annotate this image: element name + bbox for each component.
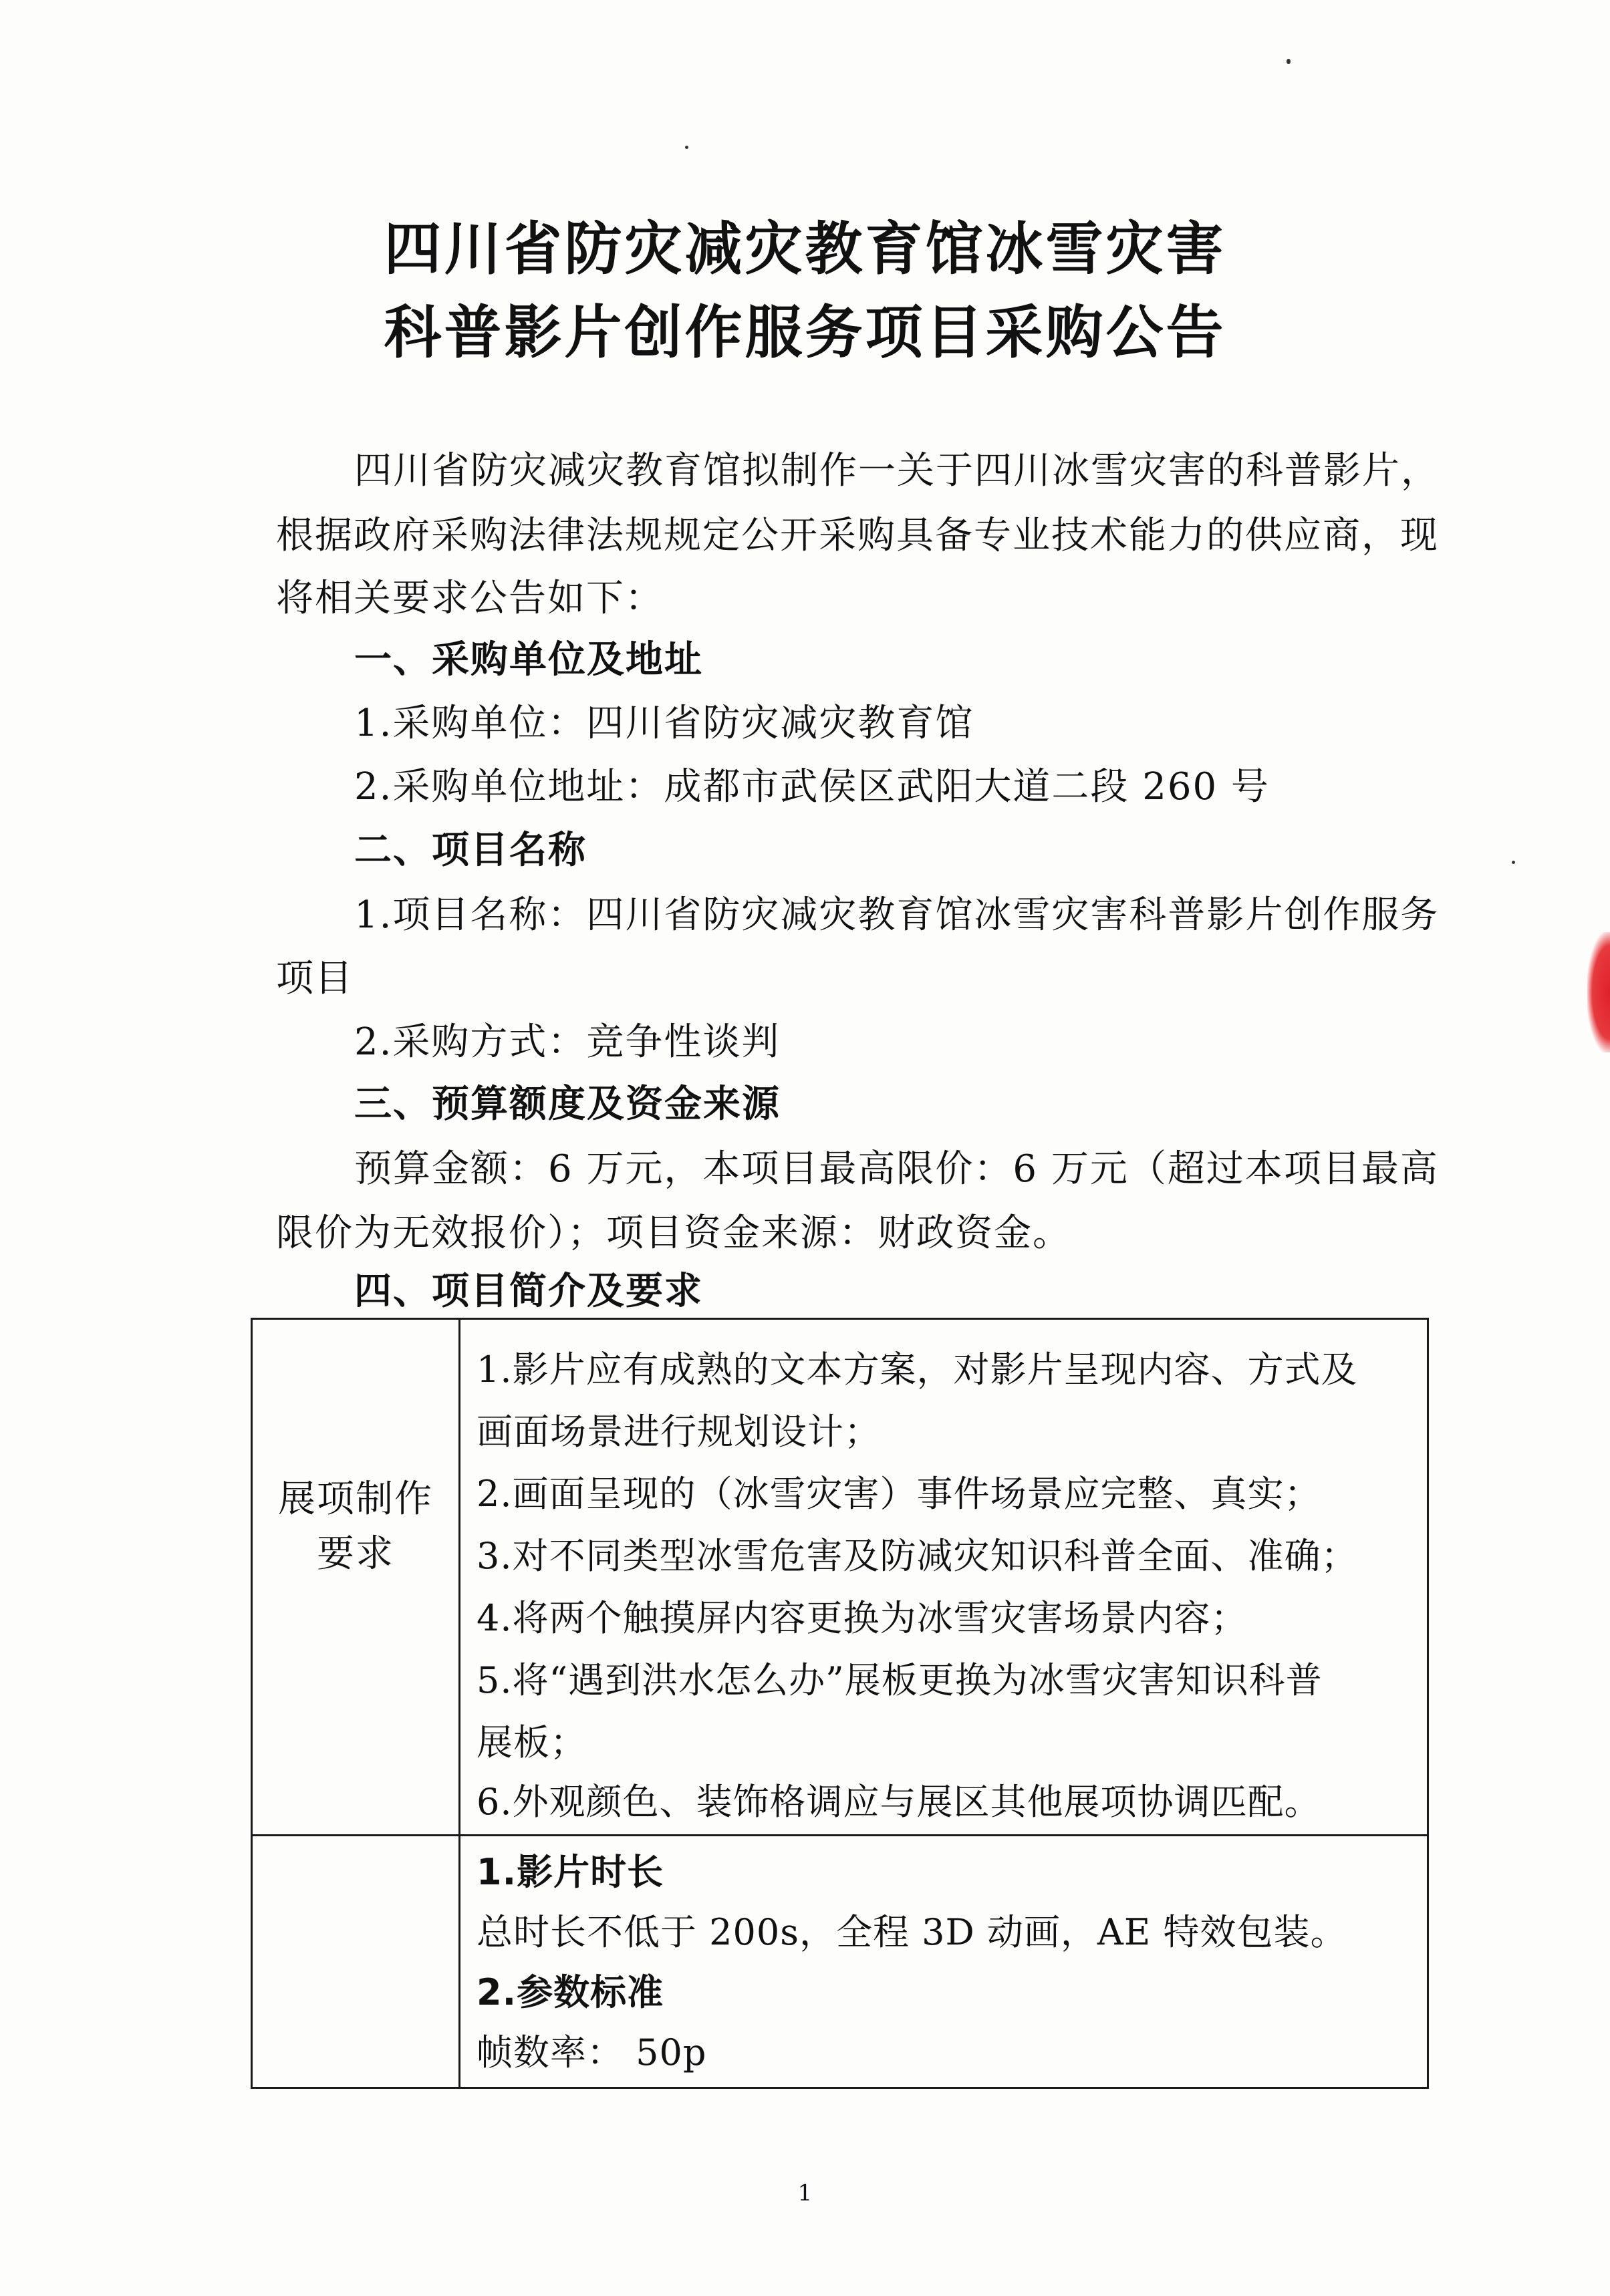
scan-speck: [685, 146, 688, 149]
section-1-item-2: 2.采购单位地址：成都市武侯区武阳大道二段 260 号: [354, 765, 1270, 809]
section-2-heading: 二、项目名称: [354, 829, 587, 872]
section-3-line-2: 限价为无效报价）；项目资金来源：财政资金。: [276, 1211, 1071, 1255]
table-row-1-label-line-2: 要求: [317, 1532, 394, 1576]
section-4-heading: 四、项目简介及要求: [354, 1270, 703, 1313]
table-row-1-line-8: 6.外观颜色、装饰格调应与展区其他展项协调匹配。: [477, 1781, 1321, 1823]
section-1-heading: 一、采购单位及地址: [354, 638, 703, 682]
table-row-1-label: [253, 1472, 458, 1582]
table-row-2-line-2: 帧数率： 50p: [477, 2031, 707, 2073]
table-row-divider: [253, 1834, 1427, 1836]
table-row-1-line-2: 画面场景进行规划设计；: [477, 1411, 881, 1453]
requirements-table: [251, 1318, 1429, 2089]
table-row-1-label-line-1: 展项制作: [278, 1477, 433, 1521]
section-2-item-1-line-1: 1.项目名称：四川省防灾减灾教育馆冰雪灾害科普影片创作服务: [354, 893, 1440, 937]
intro-line-3: 将相关要求公告如下：: [276, 577, 664, 620]
table-row-1-line-3: 2.画面呈现的（冰雪灾害）事件场景应完整、真实；: [477, 1473, 1321, 1515]
page-number: 1: [797, 2180, 813, 2206]
intro-line-1: 四川省防灾减灾教育馆拟制作一关于四川冰雪灾害的科普影片，: [354, 449, 1440, 492]
document-title-line-2: 科普影片创作服务项目采购公告: [384, 299, 1226, 366]
section-1-item-1: 1.采购单位：四川省防灾减灾教育馆: [354, 702, 974, 745]
scan-speck: [1512, 861, 1515, 864]
section-3-line-1: 预算金额：6 万元，本项目最高限价：6 万元（超过本项目最高: [354, 1147, 1439, 1191]
section-2-item-1-line-2: 项目: [276, 957, 354, 1000]
table-row-2-line-1: 总时长不低于 200s，全程 3D 动画，AE 特效包装。: [477, 1911, 1347, 1953]
section-2-item-2: 2.采购方式：竞争性谈判: [354, 1020, 781, 1064]
document-title-line-1: 四川省防灾减灾教育馆冰雪灾害: [384, 216, 1226, 283]
table-row-1-line-6: 5.将“遇到洪水怎么办”展板更换为冰雪灾害知识科普: [477, 1659, 1323, 1701]
table-column-divider: [458, 1320, 460, 2087]
table-row-1-line-5: 4.将两个触摸屏内容更换为冰雪灾害场景内容；: [477, 1597, 1248, 1639]
intro-line-2: 根据政府采购法律法规规定公开采购具备专业技术能力的供应商，现: [276, 514, 1439, 557]
table-row-2-heading-2: 2.参数标准: [477, 1971, 664, 2013]
section-3-heading: 三、预算额度及资金来源: [354, 1083, 781, 1126]
seal-stamp-edge: [1587, 932, 1610, 1052]
table-row-1-line-4: 3.对不同类型冰雪危害及防减灾知识科普全面、准确；: [477, 1535, 1358, 1577]
table-row-1-line-7: 展板；: [477, 1721, 587, 1763]
table-row-1-line-1: 1.影片应有成熟的文本方案，对影片呈现内容、方式及: [477, 1348, 1358, 1391]
scan-speck: [1287, 59, 1291, 64]
table-row-2-heading-1: 1.影片时长: [477, 1851, 664, 1893]
